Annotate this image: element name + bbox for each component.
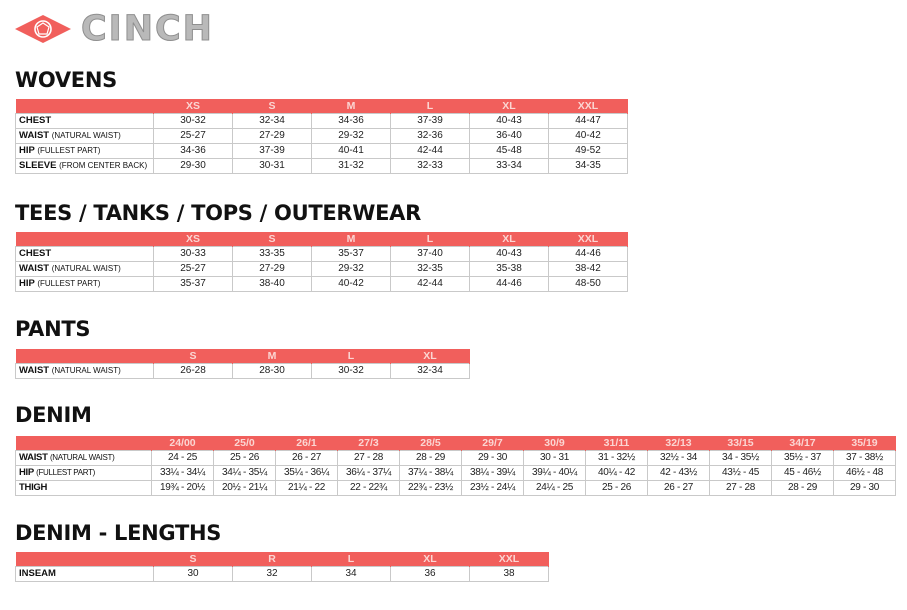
measurement-value-cell: 31-32	[312, 159, 391, 174]
size-header-cell: 29/7	[462, 436, 524, 451]
measurement-note: (FROM CENTER BACK)	[59, 161, 148, 170]
measurement-label: WAIST	[19, 365, 50, 376]
measurement-value-cell: 39¼ - 40¼	[524, 466, 586, 481]
measurement-value-cell: 29 - 30	[462, 451, 524, 466]
cinch-diamond-logo-icon	[15, 14, 71, 44]
measurement-value-cell: 38¼ - 39¼	[462, 466, 524, 481]
measurement-value-cell: 26-28	[154, 364, 233, 379]
measurement-label: THIGH	[19, 482, 48, 493]
measurement-value-cell: 36-40	[470, 129, 549, 144]
section-title-tees: TEES / TANKS / TOPS / OUTERWEAR	[15, 201, 422, 225]
measurement-value-cell: 40¼ - 42	[586, 466, 648, 481]
measurement-value-cell: 24¼ - 25	[524, 481, 586, 496]
measurement-value-cell: 32-35	[391, 262, 470, 277]
measurement-value-cell: 29-32	[312, 262, 391, 277]
size-header-cell: L	[391, 232, 470, 247]
measurement-value-cell: 29 - 30	[834, 481, 896, 496]
measurement-value-cell: 44-47	[549, 114, 628, 129]
table-row	[16, 262, 628, 277]
section-title-denim: DENIM	[15, 403, 92, 427]
measurement-value-cell: 24 - 25	[152, 451, 214, 466]
measurement-value-cell: 25 - 26	[586, 481, 648, 496]
measurement-value-cell: 33¼ - 34¼	[152, 466, 214, 481]
measurement-value-cell: 37 - 38½	[834, 451, 896, 466]
measurement-value-cell: 34	[312, 567, 391, 582]
measurement-value-cell: 34¼ - 35¼	[214, 466, 276, 481]
size-header-cell: 28/5	[400, 436, 462, 451]
measurement-note: (NATURAL WAIST)	[51, 366, 121, 375]
measurement-note: (FULLEST PART)	[37, 146, 101, 155]
measurement-value-cell: 30-32	[312, 364, 391, 379]
measurement-label: HIP	[19, 278, 35, 289]
brand-logo	[15, 9, 214, 49]
measurement-value-cell: 28 - 29	[772, 481, 834, 496]
measurement-value-cell: 44-46	[549, 247, 628, 262]
size-table-denim-lengths	[15, 552, 549, 582]
table-row	[16, 481, 896, 496]
measurement-value-cell: 33-34	[470, 159, 549, 174]
measurement-note: (NATURAL WAIST)	[49, 453, 115, 462]
size-header-cell: XXL	[470, 552, 549, 567]
size-header-row	[16, 436, 896, 451]
measurement-value-cell: 32-36	[391, 129, 470, 144]
row-label-cell	[16, 451, 152, 466]
measurement-value-cell: 49-52	[549, 144, 628, 159]
size-header-cell: XXL	[549, 99, 628, 114]
measurement-value-cell: 42-44	[391, 144, 470, 159]
row-label-cell	[16, 466, 152, 481]
measurement-value-cell: 28 - 29	[400, 451, 462, 466]
header-corner-cell	[16, 436, 152, 451]
measurement-value-cell: 37-39	[391, 114, 470, 129]
measurement-value-cell: 33-35	[233, 247, 312, 262]
size-header-cell: XL	[391, 552, 470, 567]
measurement-label: HIP	[19, 145, 35, 156]
size-header-cell: XL	[470, 232, 549, 247]
table-row	[16, 114, 628, 129]
measurement-value-cell: 28-30	[233, 364, 312, 379]
measurement-value-cell: 36	[391, 567, 470, 582]
measurement-value-cell: 48-50	[549, 277, 628, 292]
header-corner-cell	[16, 232, 154, 247]
measurement-value-cell: 42-44	[391, 277, 470, 292]
measurement-value-cell: 34-35	[549, 159, 628, 174]
measurement-value-cell: 32-33	[391, 159, 470, 174]
measurement-note: (FULLEST PART)	[36, 468, 96, 477]
measurement-label: HIP	[19, 467, 34, 478]
section-title-denim-lengths: DENIM - LENGTHS	[15, 521, 222, 545]
measurement-value-cell: 32-34	[391, 364, 470, 379]
size-header-cell: S	[154, 349, 233, 364]
measurement-value-cell: 45 - 46½	[772, 466, 834, 481]
size-header-cell: 24/00	[152, 436, 214, 451]
size-header-row	[16, 552, 549, 567]
measurement-note: (FULLEST PART)	[37, 279, 101, 288]
size-header-cell: R	[233, 552, 312, 567]
size-header-cell: M	[233, 349, 312, 364]
measurement-value-cell: 35-37	[312, 247, 391, 262]
row-label-cell	[16, 247, 154, 262]
measurement-value-cell: 40-43	[470, 247, 549, 262]
size-header-cell: XXL	[549, 232, 628, 247]
size-header-cell: M	[312, 232, 391, 247]
measurement-value-cell: 45-48	[470, 144, 549, 159]
size-header-cell: L	[312, 349, 391, 364]
size-header-cell: XS	[154, 232, 233, 247]
header-corner-cell	[16, 349, 154, 364]
measurement-value-cell: 34-36	[154, 144, 233, 159]
measurement-value-cell: 37-40	[391, 247, 470, 262]
measurement-value-cell: 35½ - 37	[772, 451, 834, 466]
size-header-row	[16, 349, 470, 364]
measurement-value-cell: 32	[233, 567, 312, 582]
measurement-value-cell: 30-31	[233, 159, 312, 174]
measurement-value-cell: 21¼ - 22	[276, 481, 338, 496]
size-header-cell: 31/11	[586, 436, 648, 451]
measurement-value-cell: 30 - 31	[524, 451, 586, 466]
measurement-value-cell: 26 - 27	[276, 451, 338, 466]
size-header-row	[16, 232, 628, 247]
size-header-cell: 27/3	[338, 436, 400, 451]
measurement-value-cell: 32-34	[233, 114, 312, 129]
measurement-value-cell: 29-32	[312, 129, 391, 144]
table-row	[16, 567, 549, 582]
measurement-label: WAIST	[19, 130, 50, 141]
size-header-cell: S	[233, 99, 312, 114]
row-label-cell	[16, 159, 154, 174]
size-header-cell: 25/0	[214, 436, 276, 451]
measurement-value-cell: 27-29	[233, 262, 312, 277]
table-row	[16, 129, 628, 144]
size-header-cell: XL	[470, 99, 549, 114]
size-header-cell: XL	[391, 349, 470, 364]
size-header-cell: 30/9	[524, 436, 586, 451]
measurement-value-cell: 30-33	[154, 247, 233, 262]
measurement-value-cell: 40-42	[549, 129, 628, 144]
size-header-cell: 34/17	[772, 436, 834, 451]
measurement-value-cell: 32½ - 34	[648, 451, 710, 466]
measurement-value-cell: 37¼ - 38¼	[400, 466, 462, 481]
size-header-cell: L	[391, 99, 470, 114]
size-header-cell: S	[154, 552, 233, 567]
measurement-value-cell: 27 - 28	[710, 481, 772, 496]
header-corner-cell	[16, 99, 154, 114]
table-row	[16, 159, 628, 174]
measurement-value-cell: 29-30	[154, 159, 233, 174]
table-row	[16, 247, 628, 262]
size-table-tees	[15, 232, 628, 292]
measurement-value-cell: 36¼ - 37¼	[338, 466, 400, 481]
measurement-value-cell: 38-42	[549, 262, 628, 277]
measurement-label: INSEAM	[19, 568, 56, 579]
table-row	[16, 451, 896, 466]
row-label-cell	[16, 129, 154, 144]
measurement-value-cell: 40-43	[470, 114, 549, 129]
measurement-value-cell: 27 - 28	[338, 451, 400, 466]
header-corner-cell	[16, 552, 154, 567]
measurement-note: (NATURAL WAIST)	[51, 264, 121, 273]
row-label-cell	[16, 114, 154, 129]
measurement-value-cell: 23½ - 24¼	[462, 481, 524, 496]
section-title-wovens: WOVENS	[15, 68, 117, 92]
measurement-value-cell: 35¼ - 36¼	[276, 466, 338, 481]
measurement-value-cell: 35-38	[470, 262, 549, 277]
measurement-note: (NATURAL WAIST)	[51, 131, 121, 140]
measurement-value-cell: 35-37	[154, 277, 233, 292]
section-title-pants: PANTS	[15, 317, 91, 341]
size-table-wovens	[15, 99, 628, 174]
row-label-cell	[16, 567, 154, 582]
measurement-value-cell: 34 - 35½	[710, 451, 772, 466]
measurement-value-cell: 42 - 43½	[648, 466, 710, 481]
size-table-denim	[15, 436, 896, 496]
size-header-cell: 26/1	[276, 436, 338, 451]
size-table-pants	[15, 349, 470, 379]
size-header-cell: 33/15	[710, 436, 772, 451]
row-label-cell	[16, 481, 152, 496]
table-row	[16, 364, 470, 379]
measurement-value-cell: 19¾ - 20½	[152, 481, 214, 496]
measurement-value-cell: 25-27	[154, 262, 233, 277]
brand-wordmark: CINCH	[81, 9, 214, 49]
row-label-cell	[16, 364, 154, 379]
measurement-value-cell: 22¾ - 23½	[400, 481, 462, 496]
size-header-cell: S	[233, 232, 312, 247]
measurement-label: SLEEVE	[19, 160, 57, 171]
measurement-value-cell: 38-40	[233, 277, 312, 292]
measurement-label: WAIST	[19, 263, 50, 274]
measurement-value-cell: 30	[154, 567, 233, 582]
measurement-value-cell: 20½ - 21¼	[214, 481, 276, 496]
measurement-value-cell: 31 - 32½	[586, 451, 648, 466]
size-header-cell: L	[312, 552, 391, 567]
measurement-value-cell: 22 - 22¾	[338, 481, 400, 496]
measurement-value-cell: 25 - 26	[214, 451, 276, 466]
measurement-value-cell: 34-36	[312, 114, 391, 129]
row-label-cell	[16, 144, 154, 159]
table-row	[16, 277, 628, 292]
size-header-cell: 32/13	[648, 436, 710, 451]
measurement-value-cell: 38	[470, 567, 549, 582]
measurement-value-cell: 40-42	[312, 277, 391, 292]
row-label-cell	[16, 277, 154, 292]
table-row	[16, 466, 896, 481]
measurement-value-cell: 26 - 27	[648, 481, 710, 496]
size-header-row	[16, 99, 628, 114]
measurement-value-cell: 40-41	[312, 144, 391, 159]
measurement-label: WAIST	[19, 452, 48, 463]
size-header-cell: 35/19	[834, 436, 896, 451]
measurement-value-cell: 25-27	[154, 129, 233, 144]
measurement-label: CHEST	[19, 248, 52, 259]
measurement-value-cell: 46½ - 48	[834, 466, 896, 481]
size-header-cell: M	[312, 99, 391, 114]
measurement-value-cell: 37-39	[233, 144, 312, 159]
measurement-value-cell: 27-29	[233, 129, 312, 144]
table-row	[16, 144, 628, 159]
row-label-cell	[16, 262, 154, 277]
measurement-value-cell: 44-46	[470, 277, 549, 292]
measurement-value-cell: 43½ - 45	[710, 466, 772, 481]
measurement-value-cell: 30-32	[154, 114, 233, 129]
size-header-cell: XS	[154, 99, 233, 114]
measurement-label: CHEST	[19, 115, 52, 126]
